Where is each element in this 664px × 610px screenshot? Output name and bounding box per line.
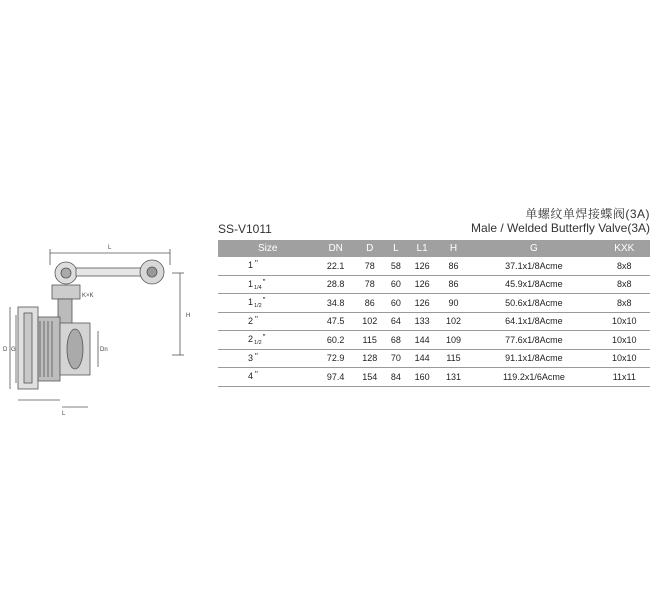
table-row (218, 368, 650, 387)
cell-dn: 60.2 (317, 331, 354, 350)
cell-kxk: 10x10 (599, 331, 650, 350)
cell-h: 86 (438, 275, 469, 294)
cell-h: 90 (438, 294, 469, 313)
cell-l: 60 (385, 294, 406, 313)
table-row (218, 275, 650, 294)
dim-label-h: H (186, 313, 191, 319)
cell-g: 50.6x1/8Acme (469, 294, 598, 313)
cell-h: 115 (438, 349, 469, 368)
dim-label-d: D (3, 347, 8, 353)
cell-size: $2_{1/2}$" (218, 331, 317, 350)
column-header-d: D (354, 240, 385, 257)
cell-h: 131 (438, 368, 469, 387)
table-row (218, 349, 650, 368)
cell-g: 91.1x1/8Acme (469, 349, 598, 368)
valve-drawing (0, 235, 210, 420)
cell-size: 2 " (218, 312, 317, 331)
cell-kxk: 10x10 (599, 312, 650, 331)
cell-kxk: 11x11 (599, 368, 650, 387)
column-header-dn: DN (317, 240, 354, 257)
column-header-l1: L1 (406, 240, 437, 257)
dim-label-g: G (11, 347, 16, 353)
cell-l1: 160 (406, 368, 437, 387)
cell-l: 84 (385, 368, 406, 387)
cell-kxk: 8x8 (599, 257, 650, 275)
cell-dn: 47.5 (317, 312, 354, 331)
cell-l: 70 (385, 349, 406, 368)
cell-l: 68 (385, 331, 406, 350)
cell-d: 154 (354, 368, 385, 387)
cell-l: 60 (385, 275, 406, 294)
cell-d: 86 (354, 294, 385, 313)
column-header-g: G (469, 240, 598, 257)
cell-l1: 126 (406, 294, 437, 313)
spec-table (218, 240, 650, 387)
cell-l1: 144 (406, 331, 437, 350)
cell-d: 102 (354, 312, 385, 331)
cell-l1: 144 (406, 349, 437, 368)
cell-h: 86 (438, 257, 469, 275)
cell-kxk: 8x8 (599, 294, 650, 313)
cell-dn: 34.8 (317, 294, 354, 313)
cell-l1: 133 (406, 312, 437, 331)
cell-g: 45.9x1/8Acme (469, 275, 598, 294)
title-chinese: 单螺纹单焊接蝶阀(3A) (525, 207, 650, 221)
cell-size: $1_{1/2}$" (218, 294, 317, 313)
cell-l1: 126 (406, 275, 437, 294)
cell-kxk: 8x8 (599, 275, 650, 294)
cell-size: 1 " (218, 257, 317, 275)
cell-d: 78 (354, 275, 385, 294)
dim-label-l-bottom: L (62, 411, 66, 417)
cell-h: 102 (438, 312, 469, 331)
cell-l: 64 (385, 312, 406, 331)
cell-d: 128 (354, 349, 385, 368)
dim-label-l: L (108, 245, 112, 251)
dim-label-dn: Dn (100, 347, 108, 353)
cell-d: 78 (354, 257, 385, 275)
cell-size: 3 " (218, 349, 317, 368)
table-row (218, 312, 650, 331)
cell-dn: 72.9 (317, 349, 354, 368)
title-english: Male / Welded Butterfly Valve(3A) (471, 221, 650, 235)
column-header-h: H (438, 240, 469, 257)
table-row (218, 331, 650, 350)
cell-g: 119.2x1/6Acme (469, 368, 598, 387)
cell-size: $1_{1/4}$" (218, 275, 317, 294)
cell-l1: 126 (406, 257, 437, 275)
cell-dn: 28.8 (317, 275, 354, 294)
cell-l: 58 (385, 257, 406, 275)
cell-d: 115 (354, 331, 385, 350)
model-number: SS-V1011 (218, 222, 272, 236)
column-header-kxk: KXK (599, 240, 650, 257)
cell-dn: 97.4 (317, 368, 354, 387)
cell-h: 109 (438, 331, 469, 350)
table-row (218, 257, 650, 275)
cell-size: 4 " (218, 368, 317, 387)
column-header-size: Size (218, 240, 317, 257)
cell-dn: 22.1 (317, 257, 354, 275)
cell-g: 37.1x1/8Acme (469, 257, 598, 275)
cell-kxk: 10x10 (599, 349, 650, 368)
table-header-row (218, 240, 650, 257)
dim-label-kxk: K×K (82, 293, 94, 299)
cell-g: 64.1x1/8Acme (469, 312, 598, 331)
table-row (218, 294, 650, 313)
cell-g: 77.6x1/8Acme (469, 331, 598, 350)
column-header-l: L (385, 240, 406, 257)
